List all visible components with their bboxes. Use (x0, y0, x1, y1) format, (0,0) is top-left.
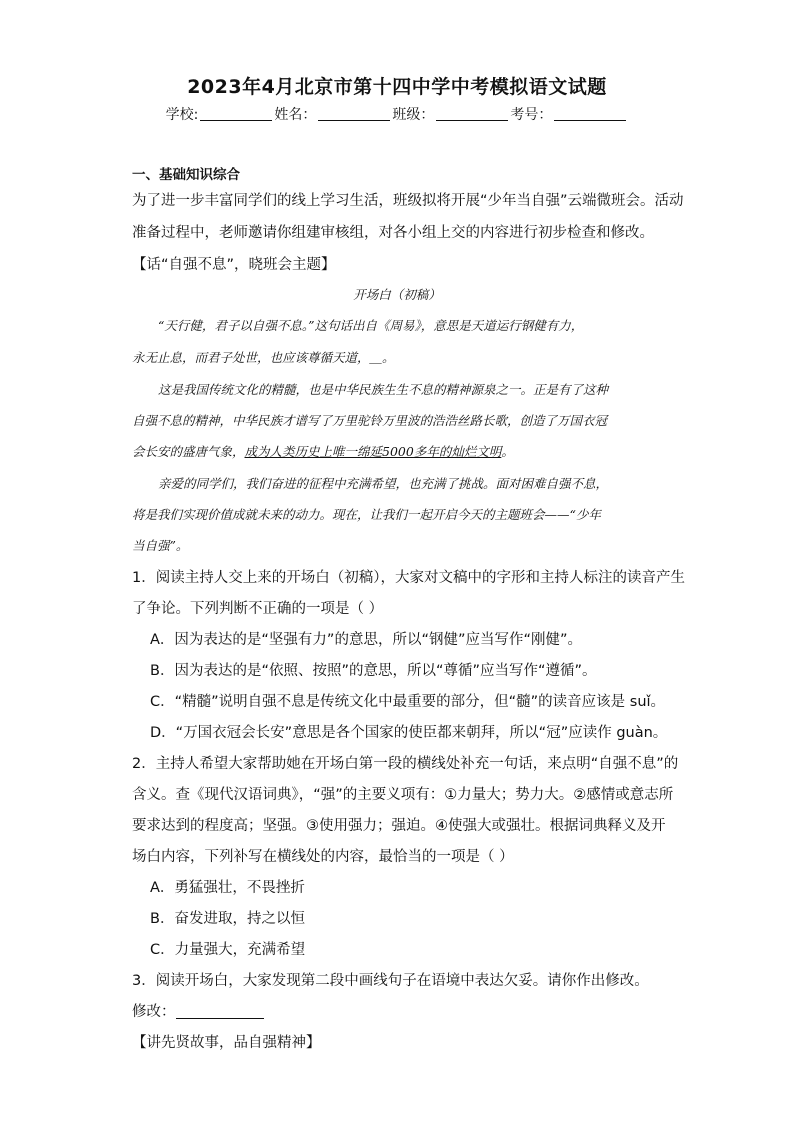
draft-paragraph-line: 永无止息，而君子处世，也应该尊循天道，＿。 (132, 350, 395, 365)
draft-paragraph-line: 将是我们实现价值成就未来的动力。现在，让我们一起开启今天的主题班会——“少年 (132, 507, 601, 522)
question-3-line: 3．阅读开场白，大家发现第二段中画线句子在语境中表达欠妥。请你作出修改。 (132, 973, 649, 989)
topic-heading: 【讲先贤故事，品自强精神】 (132, 1035, 321, 1051)
underlined-sentence: 成为人类历史上唯一绵延5000多年的灿烂文明 (244, 444, 502, 459)
class-field[interactable] (436, 106, 508, 121)
name-label: 姓名： (274, 107, 317, 123)
intro-line: 为了进一步丰富同学们的线上学习生活，班级拟将开展“少年当自强”云端微班会。活动 (132, 193, 684, 209)
section-heading: 一、基础知识综合 (132, 167, 240, 183)
topic-heading: 【话“自强不息”，晓班会主题】 (132, 257, 336, 273)
exam-no-label: 考号： (510, 107, 553, 123)
intro-line: 准备过程中，老师邀请你组建审核组，对各小组上交的内容进行初步检查和修改。 (132, 225, 654, 241)
draft-paragraph-line: 亲爱的同学们，我们奋进的征程中充满希望，也充满了挑战。面对困难自强不息， (158, 476, 609, 491)
question-3-answer-row (132, 1002, 672, 1022)
class-label: 班级： (392, 107, 435, 123)
answer-blank[interactable] (176, 1004, 264, 1019)
question-1-option-d[interactable]: D．“万国衣冠会长安”意思是各个国家的使臣都来朝拜，所以“冠”应读作 guàn。 (150, 725, 668, 741)
school-label: 学校: (165, 107, 199, 123)
question-1-option-b[interactable]: B．因为表达的是“依照、按照”的意思，所以“尊循”应当写作“遵循”。 (150, 663, 597, 679)
school-field[interactable] (200, 106, 272, 121)
question-2-line: 2．主持人希望大家帮助她在开场白第一段的横线处补充一句话，来点明“自强不息”的 (132, 756, 679, 772)
draft-title: 开场白（初稿） (353, 287, 441, 302)
question-1-option-a[interactable]: A．因为表达的是“坚强有力”的意思，所以“钢健”应当写作“刚健”。 (150, 632, 582, 648)
question-2-option-a[interactable]: A．勇猛强壮，不畏挫折 (150, 880, 305, 896)
question-1-option-c[interactable]: C．“精髓”说明自强不息是传统文化中最重要的部分，但“髓”的读音应该是 suǐ。 (150, 694, 666, 710)
name-field[interactable] (318, 106, 390, 121)
question-1-line: 了争论。下列判断不正确的一项是（ ） (132, 601, 384, 617)
question-2-line: 场白内容，下列补写在横线处的内容，最恰当的一项是（ ） (132, 849, 514, 865)
exam-no-field[interactable] (554, 106, 626, 121)
draft-text: 会长安的盛唐气象， (132, 444, 245, 459)
draft-paragraph-line: 当自强”。 (132, 538, 189, 553)
question-2-option-b[interactable]: B．奋发进取，持之以恒 (150, 911, 305, 927)
draft-paragraph-line: 自强不息的精神，中华民族才谱写了万里驼铃万里波的浩浩丝路长歌，创造了万国衣冠 (132, 413, 608, 428)
question-1-line: 1．阅读主持人交上来的开场白（初稿），大家对文稿中的字形和主持人标注的读音产生 (132, 570, 685, 586)
question-2-line: 要求达到的程度高；坚强。③使用强力；强迫。④使强大或强壮。根据词典释义及开 (132, 818, 666, 834)
student-info-row (0, 104, 794, 124)
question-2-line: 含义。查《现代汉语词典》，“强”的主要义项有：①力量大；势力大。②感情或意志所 (132, 787, 674, 803)
answer-label: 修改： (132, 1004, 176, 1020)
draft-paragraph-line (132, 442, 672, 462)
page-title: 2023年4月北京市第十四中学中考模拟语文试题 (187, 76, 607, 98)
draft-paragraph-line: 这是我国传统文化的精髓，也是中华民族生生不息的精神源泉之一。正是有了这种 (158, 382, 609, 397)
draft-paragraph-line: “天行健，君子以自强不息。”这句话出自《周易》，意思是天道运行钢健有力， (158, 318, 584, 333)
draft-text: 。 (501, 444, 514, 459)
question-2-option-c[interactable]: C．力量强大，充满希望 (150, 942, 306, 958)
